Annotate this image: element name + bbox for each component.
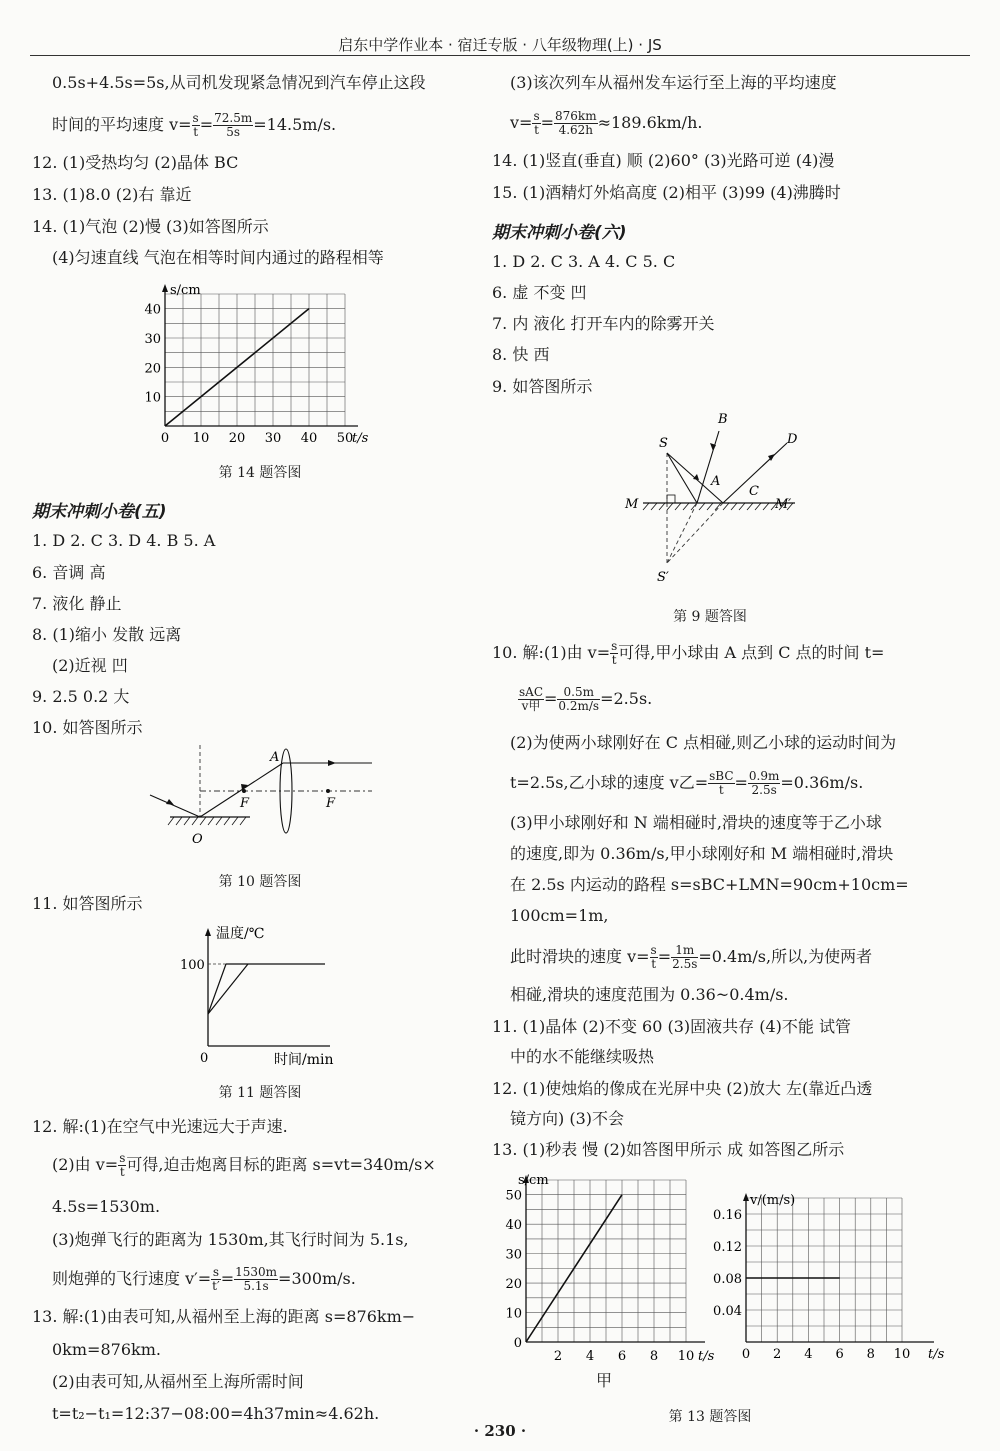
s5-answer-12-5: 则炮弹的飞行速度 v′= $\frac{s}{t'}$ = $\frac{1530m}{5.1s}$ =300m/s. (52, 1265, 356, 1293)
caption-14: 第 14 题答图 (218, 465, 302, 481)
s5-answer-12: 12. 解:(1)在空气中光速远大于声速. (32, 1117, 288, 1136)
point-S-prime-label: S′ (657, 570, 669, 585)
s6-answer-10: 10. 解:(1)由 v= $\frac{s}{t}$ 可得,甲小球由 A 点到 C 点的时间 t= (492, 639, 885, 667)
reflected-ray-B (697, 431, 719, 503)
s6-answer-10-2: $\frac{\text{sAC}}{\text{v甲}}$ = $\frac{0.5m}{0.2m/s}$ =2.5s. (519, 685, 653, 713)
x-tick-10: 10 (677, 1349, 695, 1364)
y-axis-label: v/(m/s) (750, 1193, 796, 1208)
s5-answer-12-3: 4.5s=1530m. (52, 1197, 161, 1216)
answer-13: 13. (1)8.0 (2)右 靠近 (32, 185, 192, 204)
right-line-2: v= $\frac{s}{t}$ = $\frac{876km}{4.62h}$ ≈189.6km/h. (510, 109, 703, 137)
s5-answer-13-3: (2)由表可知,从福州至上海所需时间 (52, 1372, 304, 1391)
x-tick-10: 10 (893, 1347, 911, 1362)
s5-answer-6: 6. 音调 高 (32, 563, 106, 582)
figure-10-lens-diagram (140, 745, 380, 855)
y-tick-0.12: 0.12 (713, 1240, 742, 1255)
x-axis-label: t/s (698, 1349, 715, 1364)
answer-14-right: 14. (1)竖直(垂直) 顺 (2)60° (3)光路可逆 (4)漫 (492, 151, 835, 170)
x-tick-4: 4 (585, 1349, 595, 1364)
answer-14-part4: (4)匀速直线 气泡在相等时间内通过的路程相等 (52, 248, 384, 267)
s5-answer-8-2: (2)近视 凹 (52, 656, 128, 675)
s5-answer-13-4: t=t₂−t₁=12:37−08:00=4h37min≈4.62h. (52, 1404, 380, 1423)
s6-answer-13: 13. (1)秒表 慢 (2)如答图甲所示 成 如答图乙所示 (492, 1140, 845, 1159)
origin-label: 0 (200, 1051, 209, 1066)
x-tick-6: 6 (835, 1347, 844, 1362)
figure-13a-distance-graph (500, 1170, 715, 1370)
point-A-label: A (270, 750, 280, 765)
s5-answer-9: 9. 2.5 0.2 大 (32, 687, 130, 706)
s6-answer-12: 12. (1)使烛焰的像成在光屏中央 (2)放大 左(靠近凸透 (492, 1079, 873, 1098)
focus-F-left-label: F (240, 796, 250, 811)
x-tick-50: 50 (336, 431, 354, 446)
x-axis-label: t/s (928, 1347, 945, 1362)
s6-answer-10-3: (2)为使两小球刚好在 C 点相碰,则乙小球的运动时间为 (510, 733, 897, 752)
s6-answer-10-4: t=2.5s,乙小球的速度 v乙= $\frac{\text{sBC}}{t}$ = $\frac{0.9m}{2.5s}$ =0.36m/s. (510, 769, 864, 797)
s6-answer-11: 11. (1)晶体 (2)不变 60 (3)固液共存 (4)不能 试管 (492, 1017, 851, 1036)
s5-answer-8: 8. (1)缩小 发散 远离 (32, 625, 182, 644)
x-tick-2: 2 (773, 1347, 782, 1362)
y-tick-0.08: 0.08 (713, 1272, 742, 1287)
x-tick-8: 8 (649, 1349, 659, 1364)
x-tick-6: 6 (617, 1349, 627, 1364)
page-header: 启东中学作业本 · 宿迁专版 · 八年级物理(上) · JS (338, 36, 662, 54)
incident-ray (150, 795, 200, 817)
section-title-6: 期末冲刺小卷(六) (492, 223, 627, 243)
x-axis-label: t/s (352, 431, 369, 446)
s6-answer-9: 9. 如答图所示 (492, 377, 593, 396)
s6-answer-1-5: 1. D 2. C 3. A 4. C 5. C (492, 252, 676, 271)
gentle-curve (208, 964, 248, 1014)
caption-11: 第 11 题答图 (218, 1085, 302, 1101)
s5-answer-7: 7. 液化 静止 (32, 594, 122, 613)
s5-answer-12-4: (3)炮弹飞行的距离为 1530m,其飞行时间为 5.1s, (52, 1230, 409, 1249)
point-M-prime-label: M′ (775, 497, 792, 512)
x-tick-40: 40 (300, 431, 318, 446)
x-tick-4: 4 (804, 1347, 813, 1362)
s5-answer-11: 11. 如答图所示 (32, 894, 143, 913)
left-line-2: 时间的平均速度 v= $\frac{s}{t}$ = $\frac{72.5m}{5s}$ =14.5m/s. (52, 111, 337, 139)
answer-15: 15. (1)酒精灯外焰高度 (2)相平 (3)99 (4)沸腾时 (492, 183, 841, 202)
point-O-label: O (192, 832, 203, 847)
x-tick-10: 10 (192, 431, 210, 446)
s5-answer-13: 13. 解:(1)由表可知,从福州至上海的距离 s=876km− (32, 1307, 416, 1326)
point-D-label: D (787, 432, 798, 447)
point-S-label: S (659, 436, 668, 451)
figure-9-reflection-diagram (615, 405, 835, 590)
x-tick-8: 8 (866, 1347, 875, 1362)
x-tick-0: 0 (741, 1347, 751, 1362)
s6-answer-6: 6. 虚 不变 凹 (492, 283, 587, 302)
y-tick-10: 10 (505, 1306, 522, 1322)
y-axis-label: s/cm (170, 283, 201, 298)
header-rule (30, 55, 970, 56)
x-tick-30: 30 (264, 431, 282, 446)
figure-13b-velocity-graph (706, 1188, 946, 1368)
s6-answer-10-8: 100cm=1m, (510, 906, 609, 925)
y-tick-30: 30 (144, 332, 161, 347)
point-A-label: A (711, 474, 721, 489)
y-tick-0.16: 0.16 (713, 1208, 742, 1223)
y-tick-20: 20 (505, 1277, 522, 1293)
arrow-icon (328, 760, 336, 766)
mirror-hatch (168, 817, 246, 825)
answer-14: 14. (1)气泡 (2)慢 (3)如答图所示 (32, 217, 269, 236)
right-line-1: (3)该次列车从福州发车运行至上海的平均速度 (510, 73, 837, 92)
y-axis-label: 温度/℃ (216, 926, 265, 942)
x-tick-0: 0 (160, 431, 170, 446)
s6-answer-10-6: 的速度,即为 0.36m/s,甲小球刚好和 M 端相碰时,滑块 (510, 844, 894, 863)
figure-14-graph (130, 280, 390, 450)
s5-answer-13-2: 0km=876km. (52, 1340, 161, 1359)
s6-answer-11-2: 中的水不能继续吸热 (510, 1047, 655, 1066)
steep-curve (208, 964, 226, 1014)
s5-answer-12-2: (2)由 v= $\frac{s}{t}$ 可得,迫击炮离目标的距离 s=vt=340m/s× (52, 1151, 436, 1179)
s6-answer-7: 7. 内 液化 打开车内的除雾开关 (492, 314, 715, 333)
x-tick-2: 2 (553, 1349, 563, 1364)
y-tick-30: 30 (505, 1247, 522, 1263)
s6-answer-10-10: 相碰,滑块的速度范围为 0.36~0.4m/s. (510, 985, 789, 1004)
label-jia: 甲 (596, 1371, 613, 1390)
y-tick-40: 40 (144, 302, 161, 318)
y-tick-50: 50 (505, 1188, 522, 1204)
s5-answer-10: 10. 如答图所示 (32, 718, 143, 737)
caption-10: 第 10 题答图 (218, 874, 302, 890)
s5-answer-1-5: 1. D 2. C 3. D 4. B 5. A (32, 531, 216, 550)
caption-13: 第 13 题答图 (668, 1409, 752, 1425)
answer-12: 12. (1)受热均匀 (2)晶体 BC (32, 153, 239, 172)
y-axis-label: s/cm (518, 1173, 549, 1188)
y-tick-40: 40 (505, 1218, 522, 1234)
focus-F-right-label: F (326, 796, 336, 811)
page-number: · 230 · (473, 1422, 527, 1440)
y-tick-0.04: 0.04 (713, 1304, 742, 1319)
s6-answer-8: 8. 快 西 (492, 345, 550, 364)
y-axis-arrow (162, 284, 168, 292)
point-C-label: C (749, 484, 759, 499)
y-tick-0: 0 (513, 1336, 522, 1351)
y-tick-10: 10 (144, 390, 161, 406)
figure-11-temperature-graph (180, 920, 370, 1070)
y-tick-100: 100 (180, 958, 205, 973)
section-title-5: 期末冲刺小卷(五) (32, 502, 167, 522)
x-tick-20: 20 (228, 431, 246, 446)
caption-9: 第 9 题答图 (673, 609, 747, 625)
s6-answer-12-2: 镜方向) (3)不会 (510, 1109, 624, 1128)
s6-answer-10-9: 此时滑块的速度 v= $\frac{s}{t}$ = $\frac{1m}{2.5s}$ =0.4m/s,所以,为使两者 (510, 943, 873, 971)
point-M-label: M (625, 497, 639, 512)
s6-answer-10-5: (3)甲小球刚好和 N 端相碰时,滑块的速度等于乙小球 (510, 813, 882, 832)
y-tick-20: 20 (144, 361, 161, 377)
grid (165, 294, 345, 426)
point-B-label: B (718, 412, 728, 427)
s6-answer-10-7: 在 2.5s 内运动的路程 s=sBC+LMN=90cm+10cm= (510, 875, 909, 894)
incident-ray-1 (667, 453, 697, 503)
left-line-1: 0.5s+4.5s=5s,从司机发现紧急情况到汽车停止这段 (52, 73, 426, 92)
x-axis-label: 时间/min (274, 1052, 334, 1068)
